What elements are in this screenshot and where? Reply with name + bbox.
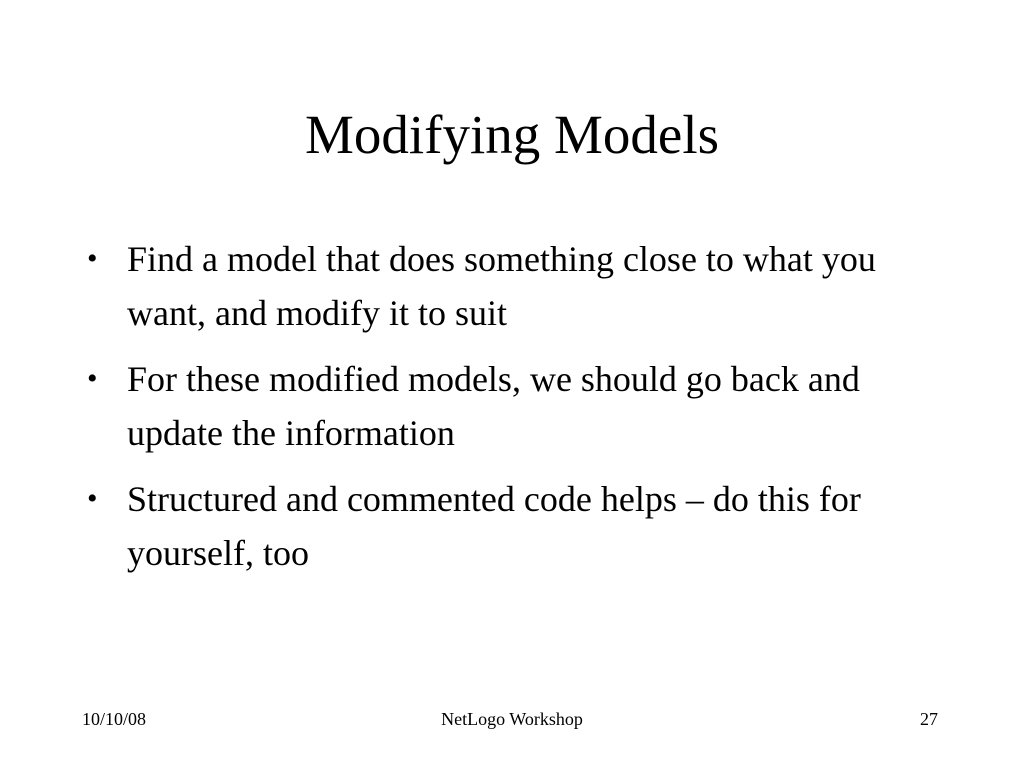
slide-title: Modifying Models (304, 104, 720, 165)
bullet-item (82, 232, 962, 340)
bullet-icon: • (87, 242, 98, 275)
bullet-icon: • (87, 362, 98, 395)
bullet-text: Structured and commented code helps – do this for yourself, too (127, 479, 861, 573)
bullet-icon: • (87, 482, 98, 515)
bullet-item (82, 472, 962, 580)
footer-date: 10/10/08 (82, 709, 147, 729)
footer-title: NetLogo Workshop (441, 709, 583, 729)
bullet-item (82, 352, 962, 460)
bullet-text: Find a model that does something close to what you want, and modify it to suit (127, 239, 876, 333)
footer-page-number: 27 (920, 709, 938, 729)
bullet-text: For these modified models, we should go back and update the information (127, 359, 860, 453)
bullet-list (82, 232, 962, 592)
